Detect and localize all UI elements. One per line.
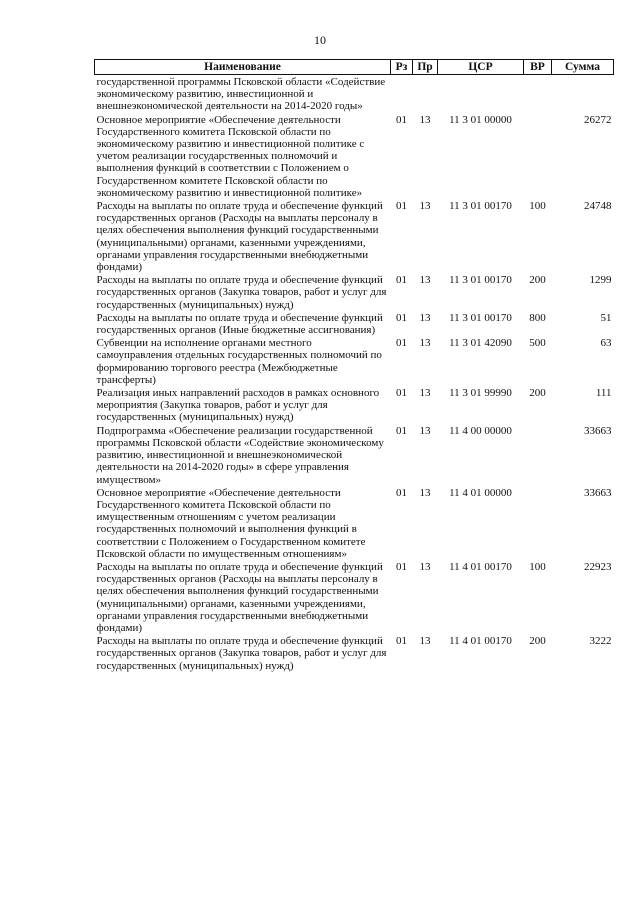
row-pr: 13 [419,560,431,573]
row-sum: 3222 [589,635,612,648]
page-number: 10 [314,33,326,47]
row-sum: 51 [600,311,612,324]
row-rz: 01 [396,424,407,437]
row-name: Субвенции на исполнение органами местного самоуправления отдельных государственных полномочий по формированию торгового реестра (Межбюджетные трансферты) [96,337,382,386]
table-header-row [95,60,614,75]
row-vr [524,425,552,487]
table-row [95,487,614,561]
row-csr: 11 4 01 00000 [449,486,512,499]
row-pr: 13 [419,486,431,499]
row-rz: 01 [396,200,407,213]
row-pr: 13 [419,113,431,126]
row-csr: 11 3 01 00170 [449,311,512,324]
row-vr [524,75,552,114]
row-vr: 100 [529,200,546,213]
row-pr: 13 [419,200,431,213]
row-vr: 200 [529,274,546,287]
row-sum [552,75,614,114]
row-name: государственной программы Псковской области «Содействие экономическому развитию, инвестиционной и внешнеэкономической деятельности на 2014-2020 годы» [96,76,386,113]
row-csr: 11 4 00 00000 [449,424,512,437]
row-sum: 33663 [584,424,612,437]
row-vr: 500 [529,337,546,350]
row-sum: 33663 [584,486,612,499]
row-rz: 01 [396,311,407,324]
table-row [95,635,614,673]
row-name: Расходы на выплаты по оплате труда и обеспечение функций государственных органов (Расходы на выплаты персоналу в целях обеспечения выполнения функций государственными (муниципальными) органами, казенными учреждениями, органами управления государственными внебюджетными фондами) [96,560,383,634]
table-row [95,114,614,200]
table-row [95,561,614,635]
header-csr: ЦСР [438,60,524,75]
row-vr [524,487,552,561]
row-pr: 13 [419,337,431,350]
row-name: Реализация иных направлений расходов в рамках основного мероприятия (Закупка товаров, работ и услуг для государственных (муниципальных) нужд) [96,387,380,424]
row-sum: 22923 [584,560,612,573]
row-sum: 1299 [589,274,612,287]
header-sum: Сумма [552,60,614,75]
budget-table [94,59,614,673]
row-rz: 01 [396,113,407,126]
row-csr: 11 3 01 00170 [449,274,512,287]
row-vr: 200 [529,387,546,400]
table-row [95,337,614,387]
row-name: Подпрограмма «Обеспечение реализации государственной программы Псковской области «Содействие экономическому развитию, инвестиционной и внешнеэкономической деятельности на 2014-2020 годы» в сфере управления имуществом» [96,424,384,486]
table-row [95,425,614,487]
row-pr [413,75,438,114]
row-csr: 11 3 01 00170 [449,200,512,213]
row-vr: 800 [529,311,546,324]
row-name: Основное мероприятие «Обеспечение деятельности Государственного комитета Псковской области по экономическому развитию и инвестиционной политике с учетом реализации государственных полномочий и выполнения функций в соответствии с Положением о Государственном комитете Псковской области по экономическому развитию и инвестиционной политике» [96,113,365,199]
row-name: Расходы на выплаты по оплате труда и обеспечение функций государственных органов (Закупка товаров, работ и услуг для государственных (муниципальных) нужд) [96,635,387,672]
row-rz: 01 [396,486,407,499]
table-row [95,274,614,312]
row-name: Расходы на выплаты по оплате труда и обеспечение функций государственных органов (Закупка товаров, работ и услуг для государственных (муниципальных) нужд) [96,274,387,311]
row-rz: 01 [396,635,407,648]
row-rz: 01 [396,387,407,400]
row-vr: 200 [529,635,546,648]
row-csr: 11 3 01 42090 [449,337,512,350]
row-name: Расходы на выплаты по оплате труда и обеспечение функций государственных органов (Расходы на выплаты персоналу в целях обеспечения выполнения функций государственными (муниципальными) органами, казенными учреждениями, органами управления государственными внебюджетными фондами) [96,200,383,274]
row-name: Расходы на выплаты по оплате труда и обеспечение функций государственных органов (Иные бюджетные ассигнования) [96,311,383,337]
row-pr: 13 [419,424,431,437]
row-pr: 13 [419,274,431,287]
row-sum: 111 [595,387,612,400]
row-rz: 01 [396,274,407,287]
row-sum: 63 [600,337,612,350]
row-csr: 11 4 01 00170 [449,560,512,573]
header-vr: ВР [524,60,552,75]
row-rz: 01 [396,560,407,573]
header-name: Наименование [95,60,391,75]
table-row [95,200,614,274]
row-rz [391,75,413,114]
table-row [95,387,614,425]
row-csr: 11 3 01 00000 [449,113,512,126]
table-row [95,312,614,337]
row-name: Основное мероприятие «Обеспечение деятельности Государственного комитета Псковской области по имущественным отношениям с учетом реализации государственных полномочий и выполнения функций в соответствии с Положением о Государственном комитете Псковской области по имущественным отношениям» [96,486,366,560]
row-vr: 100 [529,560,546,573]
row-sum: 26272 [584,113,612,126]
row-csr: 11 3 01 99990 [449,387,512,400]
table-row [95,75,614,114]
row-pr: 13 [419,311,431,324]
header-pr: Пр [413,60,438,75]
row-rz: 01 [396,337,407,350]
row-csr: 11 4 01 00170 [449,635,512,648]
row-sum: 24748 [584,200,612,213]
row-vr [524,114,552,200]
row-pr: 13 [419,387,431,400]
row-csr [438,75,524,114]
header-rz: Рз [391,60,413,75]
row-pr: 13 [419,635,431,648]
